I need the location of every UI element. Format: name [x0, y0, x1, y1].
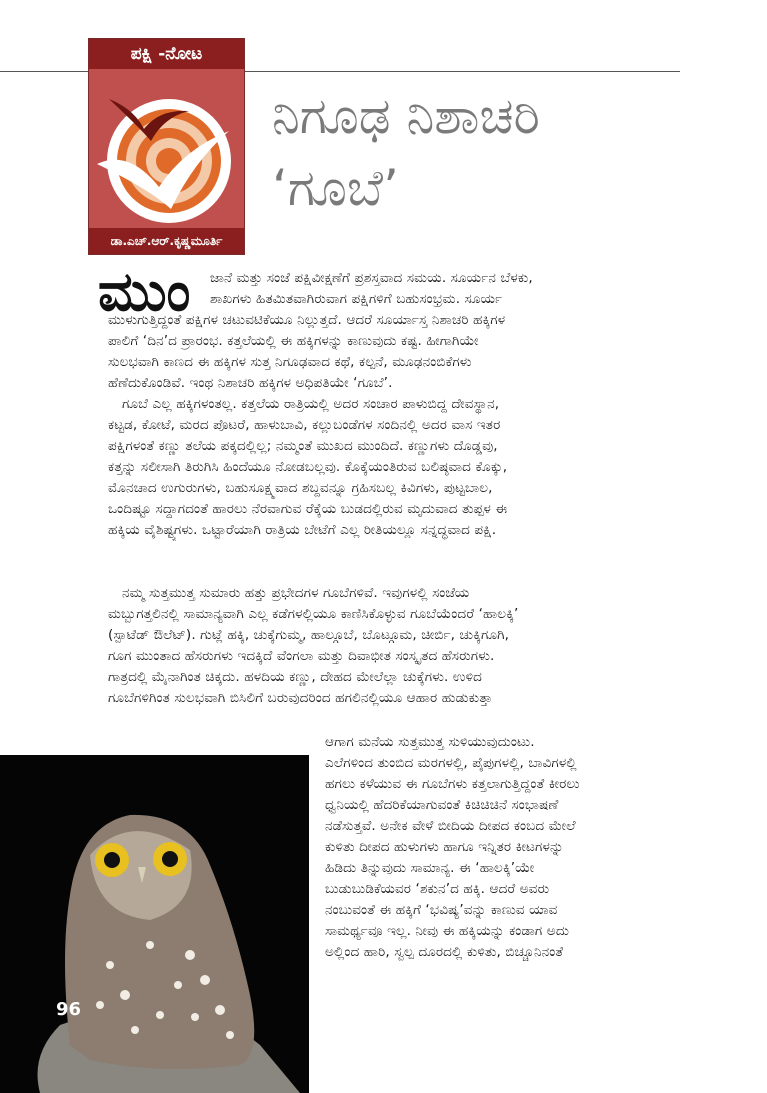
text-line: ನಡೆಸುತ್ತವೆ. ಅನೇಕ ವೇಳೆ ಬೀದಿಯ ದೀಪದ ಕಂಬದ ಮೇಲೆ: [325, 818, 576, 834]
text-line: ಬುಡುಬುಡಿಕೆಯವರ ‘ಶಕುನ’ದ ಹಕ್ಕಿ. ಆದರೆ ಅವರು: [325, 881, 550, 897]
text-line: ನಂಬುವಂತೆ ಈ ಹಕ್ಕಿಗೆ ‘ಭವಿಷ್ಯ’ವನ್ನು ಕಾಣುವ ಯಾವ: [325, 902, 558, 918]
text-line: ಸುಲಭವಾಗಿ ಕಾಣದ ಈ ಹಕ್ಕಿಗಳ ಸುತ್ತ ನಿಗೂಢವಾದ ಕಥೆ, ಕಲ್ಪನೆ, ಮೂಢನಂಬಿಕೆಗಳು: [108, 354, 472, 370]
intro-para-body: [108, 310, 683, 394]
paragraph-3-narrow: [325, 732, 683, 963]
owl-photo: [0, 755, 309, 1093]
drop-cap: ಮುಂ: [98, 260, 191, 323]
page-number: 96: [56, 999, 82, 1020]
text-line: ಕಟ್ಟಡ, ಕೋಟೆ, ಮರದ ಪೊಟರೆ, ಹಾಳುಬಾವಿ, ಕಲ್ಲುಬಂಡೆಗಳ ಸಂದಿನಲ್ಲಿ ಅದರ ವಾಸ ಇತರ: [108, 417, 501, 433]
text-line: ಹೆಣೆದುಕೊಂಡಿವೆ. ಇಂಥ ನಿಶಾಚರಿ ಹಕ್ಕಿಗಳ ಅಧಿಪತಿಯೇ ‘ಗೂಬೆ’.: [108, 375, 393, 391]
text-line: ಮುಳುಗುತ್ತಿದ್ದಂತೆ ಪಕ್ಷಿಗಳ ಚಟುವಟಿಕೆಯೂ ನಿಲ್ಲುತ್ತದೆ. ಆದರೆ ಸೂರ್ಯಾಸ್ತ ನಿಶಾಚರಿ ಹಕ್ಕಿಗಳ: [108, 312, 506, 328]
text-line: ಗೂಬೆಗಳಿಗಿಂತ ಸುಲಭವಾಗಿ ಬಿಸಿಲಿಗೆ ಬರುವುದರಿಂದ ಹಗಲಿನಲ್ಲಿಯೂ ಆಹಾರ ಹುಡುಕುತ್ತಾ: [108, 690, 493, 706]
text-line: ಜಾನೆ ಮತ್ತು ಸಂಜೆ ಪಕ್ಷಿವೀಕ್ಷಣೆಗೆ ಪ್ರಶಸ್ತವಾದ ಸಮಯ. ಸೂರ್ಯನ ಬೆಳಕು,: [210, 270, 533, 286]
text-line: ಗೂಬೆ ಎಲ್ಲ ಹಕ್ಕಿಗಳಂತಲ್ಲ. ಕತ್ತಲೆಯ ರಾತ್ರಿಯಲ್ಲಿ ಅದರ ಸಂಚಾರ ಪಾಳುಬಿದ್ದ ದೇವಸ್ಥಾನ,: [122, 396, 500, 412]
text-line: ಸಾಮರ್ಥ್ಯವೂ ಇಲ್ಲ. ನೀವು ಈ ಹಕ್ಕಿಯನ್ನು ಕಂಡಾಗ ಅದು: [325, 923, 570, 939]
article-title: [272, 80, 672, 224]
column-label: ಪಕ್ಷಿ -ನೋಟ: [89, 39, 244, 69]
text-line: ಪಕ್ಷಿಗಳಂತೆ ಕಣ್ಣು ತಲೆಯ ಪಕ್ಕದಲ್ಲಿಲ್ಲ; ನಮ್ಮಂತೆ ಮುಖದ ಮುಂದಿದೆ. ಕಣ್ಣುಗಳು ದೊಡ್ಡವು,: [108, 438, 498, 454]
text-line: ಆಗಾಗ ಮನೆಯ ಸುತ್ತಮುತ್ತ ಸುಳಿಯುವುದುಂಟು.: [325, 734, 535, 750]
text-line: ನಮ್ಮ ಸುತ್ತಮುತ್ತ ಸುಮಾರು ಹತ್ತು ಪ್ರಭೇದಗಳ ಗೂಬೆಗಳಿವೆ. ಇವುಗಳಲ್ಲಿ ಸಂಜೆಯ: [122, 585, 470, 601]
text-line: ಗೂಗ ಮುಂತಾದ ಹೆಸರುಗಳು ಇದಕ್ಕಿದೆ ವೆಂಗಲಾ ಮತ್ತು ದಿವಾಭೀತ ಸಂಸ್ಕೃತದ ಹೆಸರುಗಳು.: [108, 648, 495, 664]
text-line: ಮೊನಚಾದ ಉಗುರುಗಳು, ಬಹುಸೂಕ್ಷ್ಮವಾದ ಶಬ್ದವನ್ನೂ ಗ್ರಹಿಸಬಲ್ಲ ಕಿವಿಗಳು, ಪುಟ್ಟಬಾಲ,: [108, 480, 493, 496]
text-line: ಮಬ್ಬುಗತ್ತಲಿನಲ್ಲಿ ಸಾಮಾನ್ಯವಾಗಿ ಎಲ್ಲ ಕಡೆಗಳಲ್ಲಿಯೂ ಕಾಣಿಸಿಕೊಳ್ಳುವ ಗೂಬೆಯೆಂದರೆ ‘ಹಾಲಕ್ಕಿ’: [108, 606, 519, 622]
paragraph-3: [108, 583, 683, 709]
text-line: ಹಕ್ಕಿಯ ವೈಶಿಷ್ಟ್ಯಗಳು. ಒಟ್ಟಾರೆಯಾಗಿ ರಾತ್ರಿಯ ಬೇಟೆಗೆ ಎಲ್ಲ ರೀತಿಯಲ್ಲೂ ಸನ್ನದ್ಧವಾದ ಪಕ್ಷಿ.: [108, 522, 497, 538]
text-line: ಧ್ವನಿಯಲ್ಲಿ ಹೆದರಿಕೆಯಾಗುವಂತೆ ಕಿಚಿಚಿಚಿನೆ ಸಂಭಾಷಣೆ: [325, 797, 559, 813]
column-logo: [88, 38, 245, 255]
text-line: ಒಂದಿಷ್ಟೂ ಸದ್ದಾಗದಂತೆ ಹಾರಲು ನೆರವಾಗುವ ರೆಕ್ಕೆಯ ಬುಡದಲ್ಲಿರುವ ಮೃದುವಾದ ತುಪ್ಪಳ ಈ: [108, 501, 508, 517]
title-line-1: ನಿಗೂಢ ನಿಶಾಚರಿ: [272, 87, 540, 145]
text-line: ಹಿಡಿದು ತಿನ್ನುವುದು ಸಾಮಾನ್ಯ. ಈ ‘ಹಾಲಕ್ಕಿ’ಯೇ: [325, 860, 535, 876]
intro-para-wrap-top: [210, 268, 680, 310]
paragraph-2: [108, 394, 683, 541]
text-line: ಕುಳಿತು ದೀಪದ ಹುಳುಗಳು ಹಾಗೂ ಇನ್ನಿತರ ಕೀಟಗಳನ್ನು: [325, 839, 564, 855]
text-line: (ಸ್ಪಾಟೆಡ್ ಔಲೆಟ್). ಗುಟ್ಲೆ ಹಕ್ಕಿ, ಚುಕ್ಕೆಗುಮ್ಮ, ಹಾಲ್ಗೂಬೆ, ಬೊಟ್ಗೂಮ, ಚೀರ್ಬಿ, ಚುಕ್ಕಿಗೂಗಿ,: [108, 627, 510, 643]
text-line: ಪಾಲಿಗೆ ‘ದಿನ’ದ ಪ್ರಾರಂಭ. ಕತ್ತಲೆಯಲ್ಲಿ ಈ ಹಕ್ಕಿಗಳನ್ನು ಕಾಣುವುದು ಕಷ್ಟ. ಹೀಗಾಗಿಯೇ: [108, 333, 479, 349]
column-author: ಡಾ.ಎಚ್.ಆರ್.ಕೃಷ್ಣಮೂರ್ತಿ: [89, 228, 244, 254]
text-line: ಅಲ್ಲಿಂದ ಹಾರಿ, ಸ್ವಲ್ಪ ದೂರದಲ್ಲಿ ಕುಳಿತು, ಬಿಚ್ಚೂನಿನಂತೆ: [325, 944, 564, 960]
owl-illustration: [0, 755, 309, 1093]
text-line: ಕತ್ತನ್ನು ಸಲೀಸಾಗಿ ತಿರುಗಿಸಿ ಹಿಂದೆಯೂ ನೋಡಬಲ್ಲವು. ಕೊಕ್ಕೆಯಂತಿರುವ ಬಲಿಷ್ಠವಾದ ಕೊಕ್ಕು,: [108, 459, 508, 475]
text-line: ಹಗಲು ಕಳೆಯುವ ಈ ಗೂಬೆಗಳು ಕತ್ತಲಾಗುತ್ತಿದ್ದಂತೆ ಕೀರಲು: [325, 776, 580, 792]
title-line-2: ‘ಗೂಬೆ’: [272, 159, 399, 217]
text-line: ಶಾಖಗಳು ಹಿತಮಿತವಾಗಿರುವಾಗ ಪಕ್ಷಿಗಳಿಗೆ ಬಹುಸಂಭ್ರಮ. ಸೂರ್ಯ: [210, 291, 503, 307]
bird-emblem-icon: [89, 69, 244, 228]
text-line: ಎಲೆಗಳಿಂದ ತುಂಬಿದ ಮರಗಳಲ್ಲಿ, ಪೈಪುಗಳಲ್ಲಿ, ಬಾವಿಗಳಲ್ಲಿ: [325, 755, 577, 771]
text-line: ಗಾತ್ರದಲ್ಲಿ ಮೈನಾಗಿಂತ ಚಿಕ್ಕದು. ಹಳದಿಯ ಕಣ್ಣು, ದೇಹದ ಮೇಲೆಲ್ಲಾ ಚುಕ್ಕೆಗಳು. ಉಳಿದ: [108, 669, 482, 685]
